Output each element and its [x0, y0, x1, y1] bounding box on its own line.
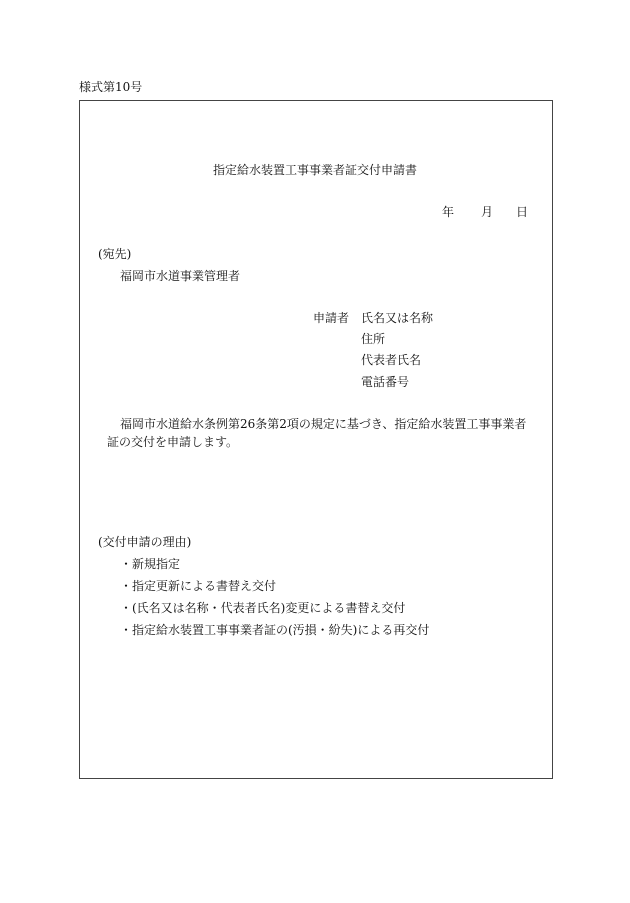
body-line-1: 福岡市水道給水条例第26条第2項の規定に基づき、指定給水装置工事事業者: [120, 417, 527, 431]
form-number: 様式第10号: [79, 80, 143, 94]
document-title: 指定給水装置工事事業者証交付申請書: [212, 163, 417, 177]
applicant-phone-field: 電話番号: [361, 375, 410, 389]
reason-item: ・(氏名又は名称・代表者氏名)変更による書替え交付: [120, 601, 406, 615]
reason-item: ・指定給水装置工事事業者証の(汚損・紛失)による再交付: [120, 623, 430, 637]
addressee-label: (宛先): [98, 247, 132, 261]
reasons-heading: (交付申請の理由): [98, 535, 192, 549]
date-month: 月: [481, 205, 494, 219]
applicant-label: 申請者: [313, 311, 350, 325]
applicant-name-field: 氏名又は名称: [361, 311, 434, 325]
reason-item: ・新規指定: [120, 557, 181, 571]
date-day: 日: [516, 205, 529, 219]
reason-item: ・指定更新による書替え交付: [120, 579, 277, 593]
applicant-address-field: 住所: [361, 332, 386, 346]
date-line: [442, 205, 528, 219]
addressee: 福岡市水道事業管理者: [120, 269, 241, 283]
body-line-2: 証の交付を申請します。: [107, 435, 239, 449]
date-year: 年: [442, 205, 455, 219]
applicant-representative-field: 代表者氏名: [361, 353, 422, 367]
